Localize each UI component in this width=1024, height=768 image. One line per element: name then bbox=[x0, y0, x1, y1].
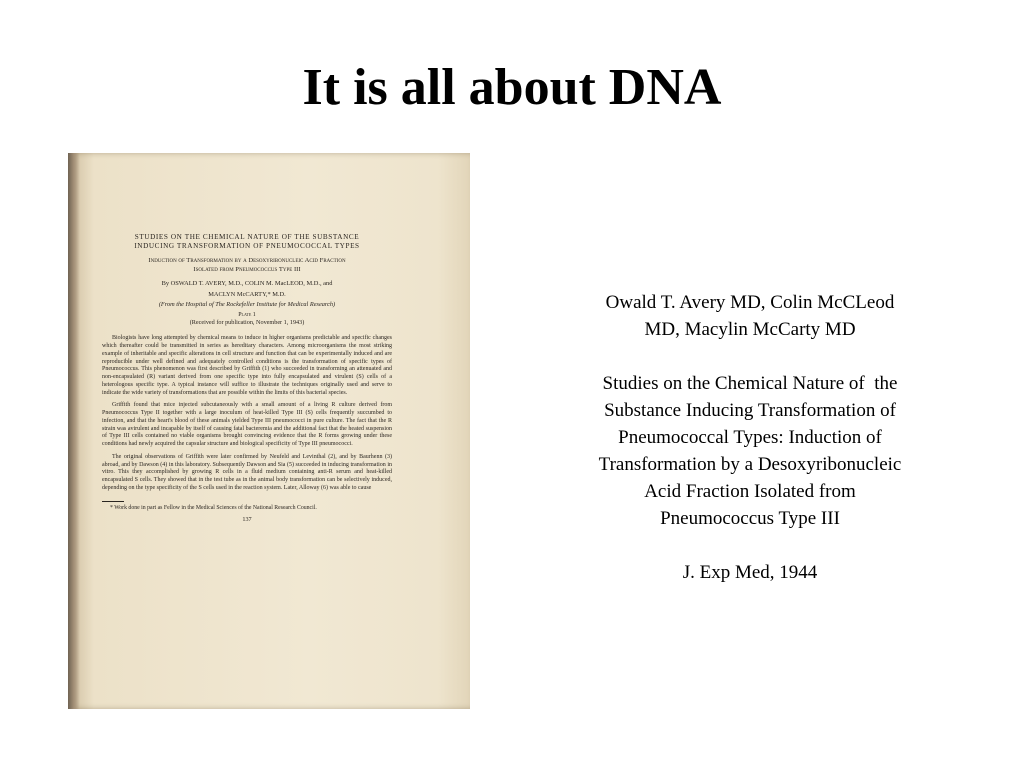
paper-footnote: * Work done in part as Fellow in the Medical Sciences of the National Research Council. bbox=[110, 504, 317, 511]
paper-paragraph-2: Griffith found that mice injected subcutaneously with a small amount of a living R culture derived from Pneumococcus Type II together with a large inoculum of heat-killed Type III (S) cells frequently succumbed to infection, and that the heart's blood of these animals yielded Type III pneumococci in pure culture. The fact that the R strain was avirulent and incapable by itself of causing fatal bacteremia and the additional fact that the heated suspension of Type III cells contained no viable organisms brought convincing evidence that the R forms growing under these conditions had newly acquired the capsular structure and biological specificity of Type III pneumococci. bbox=[102, 402, 392, 448]
slide-title: It is all about DNA bbox=[302, 59, 722, 116]
paper-authors-line-1: By OSWALD T. AVERY, M.D., COLIN M. MacLEOD, M.D., and bbox=[161, 280, 333, 288]
citation-title-line-5: Acid Fraction Isolated from bbox=[644, 481, 856, 502]
paper-institute: (From the Hospital of The Rockefeller Institute for Medical Research) bbox=[158, 301, 336, 308]
paper-plate: Plate 1 bbox=[238, 312, 256, 319]
paper-page-number: 137 bbox=[242, 516, 252, 524]
paper-subtitle-line-2: Isolated from Pneumococcus Type III bbox=[193, 265, 301, 273]
footnote-divider bbox=[102, 501, 124, 502]
paper-text-block bbox=[102, 233, 392, 523]
citation-title-line-3: Pneumococcal Types: Induction of bbox=[618, 427, 882, 448]
citation-authors-line-2: MD, Macylin McCarty MD bbox=[644, 319, 856, 340]
citation-title-line-6: Pneumococcus Type III bbox=[660, 508, 840, 529]
citation-spacer bbox=[560, 343, 940, 370]
citation-title-line-1: Studies on the Chemical Nature of the bbox=[602, 373, 898, 394]
citation-spacer-2 bbox=[560, 532, 940, 559]
paper-title-line-1: STUDIES ON THE CHEMICAL NATURE OF THE SUBSTANCE bbox=[134, 233, 360, 241]
paper-paragraph-3: The original observations of Griffith were later confirmed by Neufeld and Levinthal (2), and by Baurhenn (3) abroad, and by Dawson (4) in this laboratory. Subsequently Dawson and Sia (5) succeeded in inducing transformation in vitro. This they accomplished by growing R cells in a fluid medium containing anti-R serum and heat-killed encapsulated S cells. They showed that in the test tube as in the animal body transformation can be selectively induced, depending on the type specificity of the S cells used in the reaction system. Later, Alloway (6) was able to cause bbox=[102, 453, 392, 491]
paper-paragraph-1: Biologists have long attempted by chemical means to induce in higher organisms predictable and specific changes which thereafter could be transmitted in series as hereditary characters. Among microorganisms the most striking example of inheritable and specific alterations in cell structure and function that can be experimentally induced and are reproducible under well defined and adequately controlled conditions is the transformation of specific types of Pneumococcus. This phenomenon was first described by Griffith (1) who succeeded in transforming an attenuated and non-encapsulated (R) variant derived from one specific type into fully encapsulated and virulent (S) cells of a heterologous specific type. A typical instance will suffice to illustrate the techniques originally used and serve to indicate the wide variety of transformations that are possible within the limits of this bacterial species. bbox=[102, 335, 392, 396]
citation-journal: J. Exp Med, 1944 bbox=[682, 562, 818, 583]
citation-title-line-2: Substance Inducing Transformation of bbox=[604, 400, 896, 421]
paper-scan-image bbox=[68, 153, 470, 709]
citation-authors-line-1: Owald T. Avery MD, Colin McCLeod bbox=[605, 292, 895, 313]
paper-authors-line-2: MACLYN McCARTY,* M.D. bbox=[208, 290, 286, 298]
paper-subtitle-line-1: Induction of Transformation by a Desoxyribonucleic Acid Fraction bbox=[148, 257, 346, 264]
citation-title-line-4: Transformation by a Desoxyribonucleic bbox=[598, 454, 902, 475]
paper-spine-shadow bbox=[68, 153, 80, 709]
paper-received-date: (Received for publication, November 1, 1943) bbox=[189, 319, 305, 327]
citation-block bbox=[560, 289, 940, 586]
paper-title-line-2: INDUCING TRANSFORMATION OF PNEUMOCOCCAL TYPES bbox=[134, 242, 360, 250]
